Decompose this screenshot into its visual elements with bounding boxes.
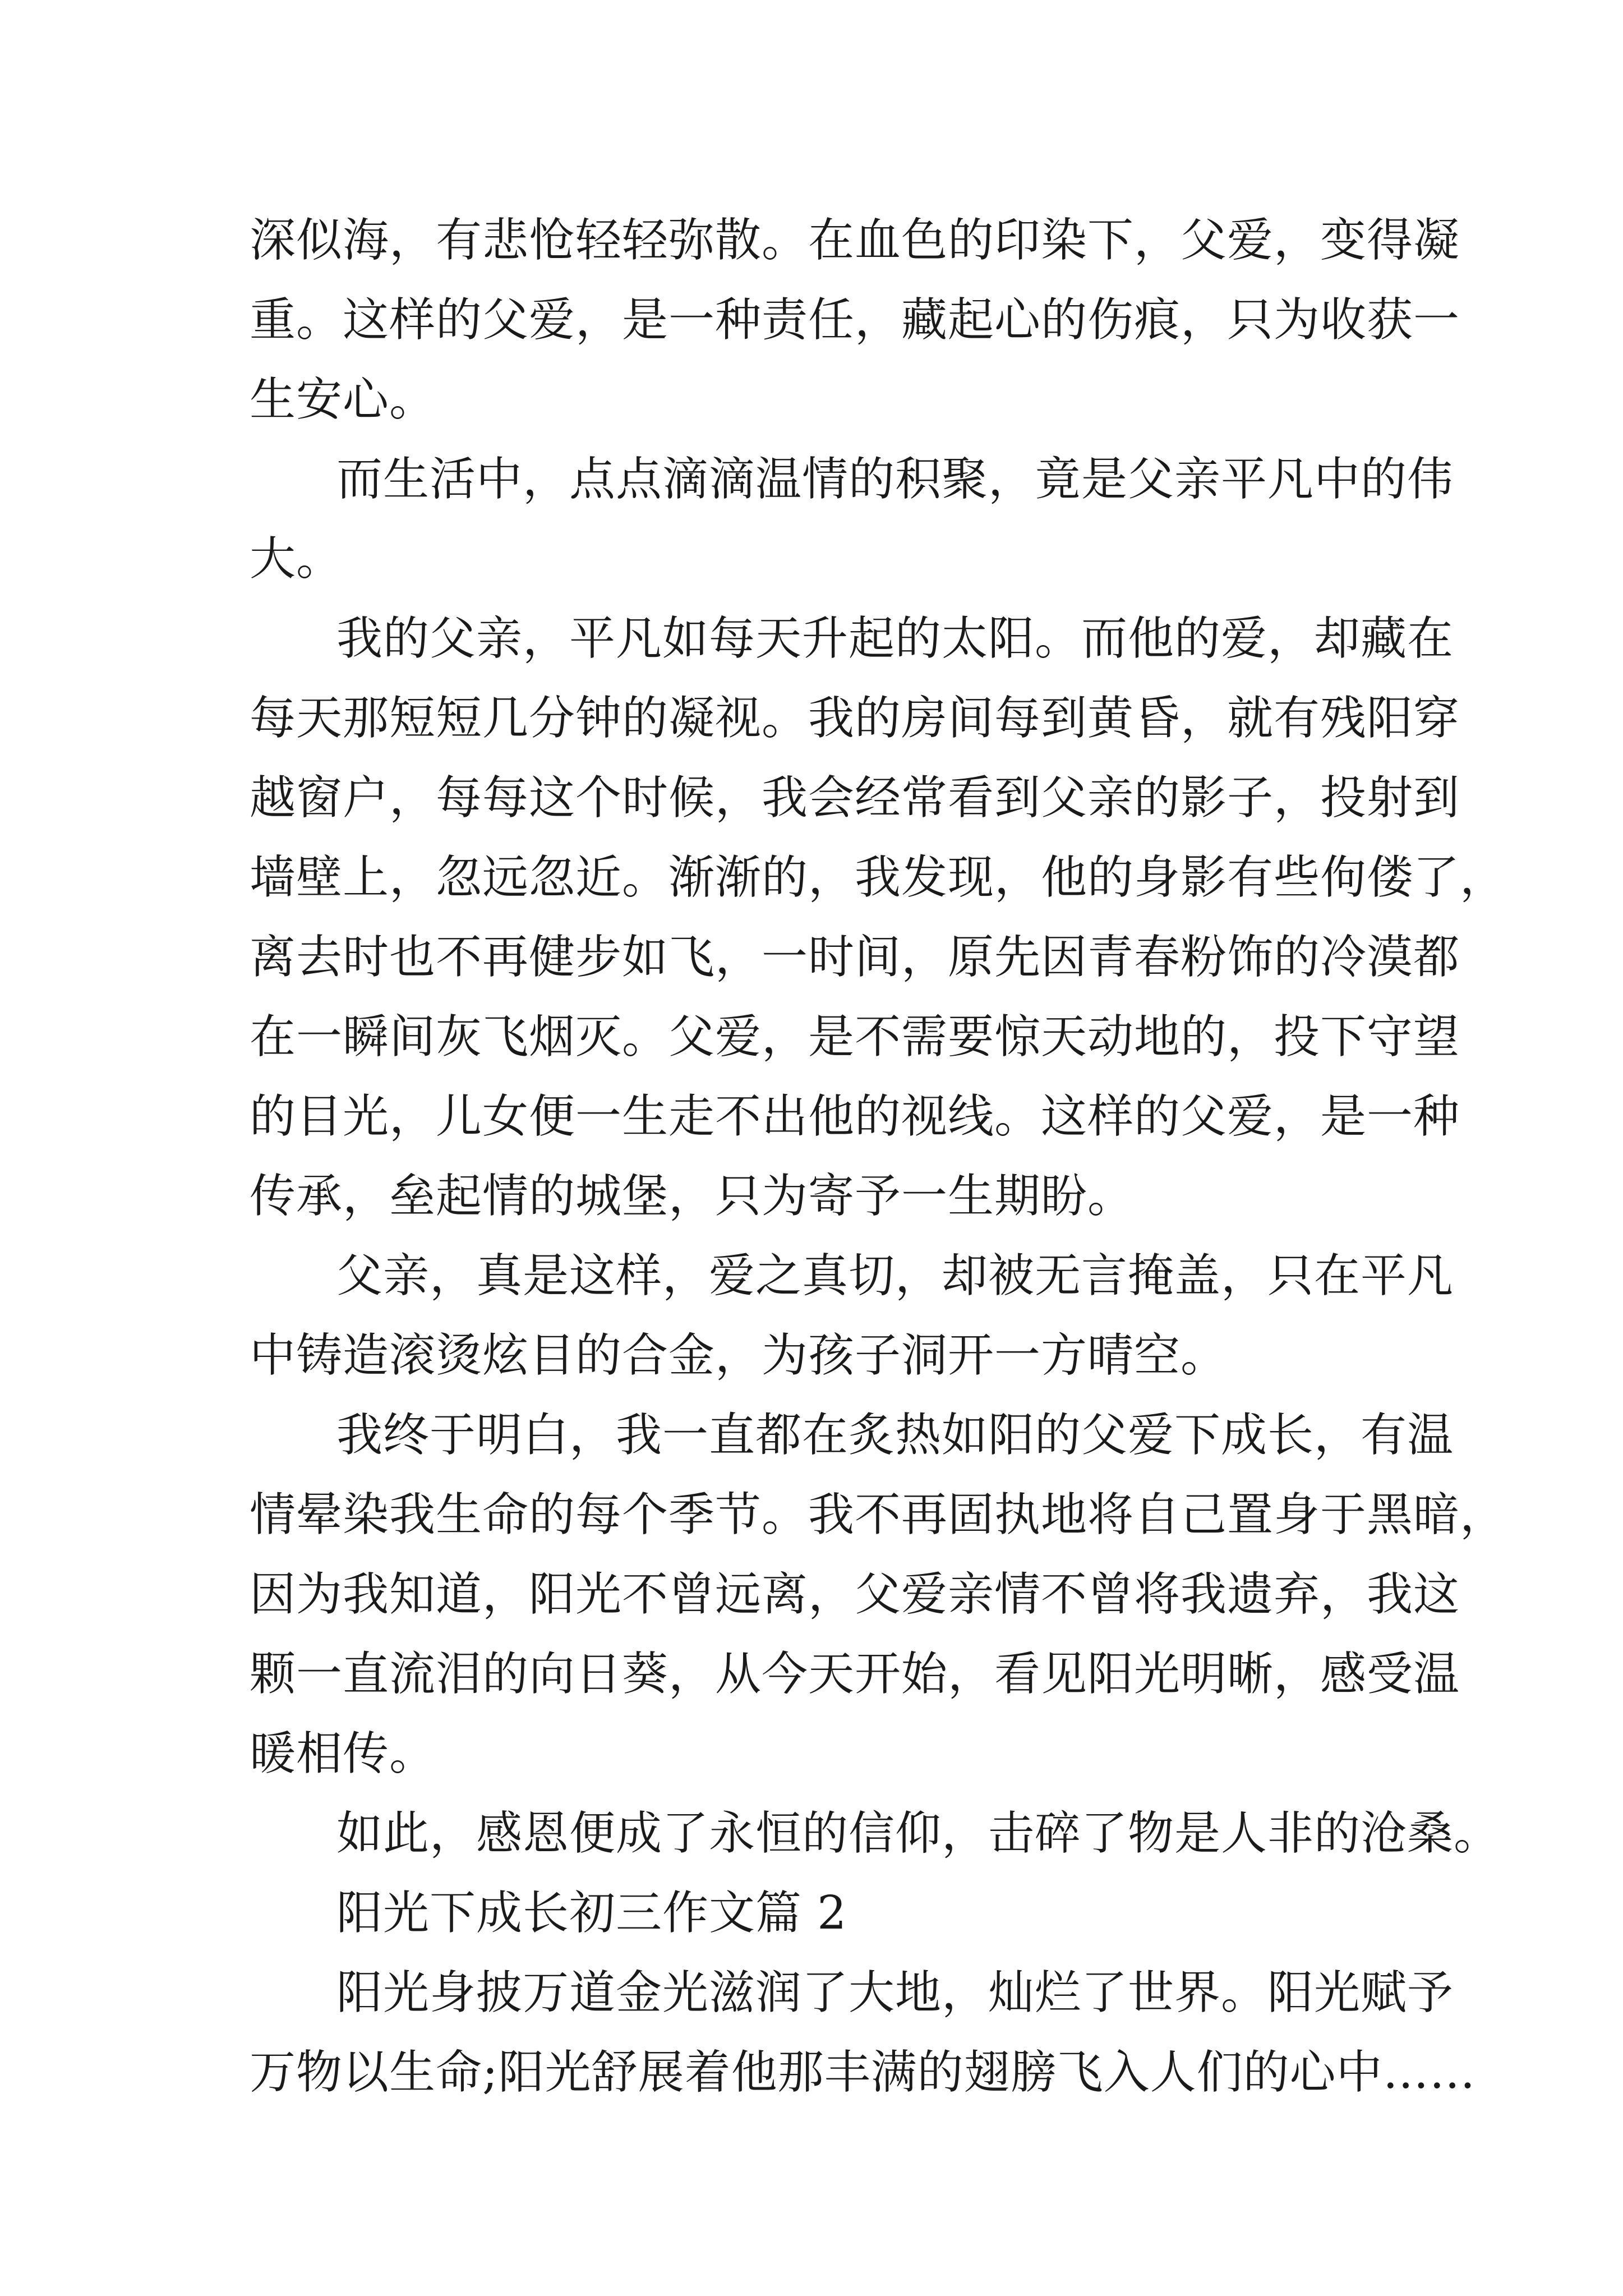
paragraph-first-line: 我的父亲，平凡如每天升起的太阳。而他的爱，却藏在 <box>336 612 1454 665</box>
text-line: 离去时也不再健步如飞，一时间，原先因青春粉饰的冷漠都 <box>250 931 1460 984</box>
text-line: 情晕染我生命的每个季节。我不再固执地将自己置身于黑暗， <box>250 1488 1507 1542</box>
text-line: 墙壁上，忽远忽近。渐渐的，我发现，他的身影有些佝偻了， <box>250 851 1507 904</box>
text-line: 越窗户，每每这个时候，我会经常看到父亲的影子，投射到 <box>250 771 1460 825</box>
text-line: 每天那短短几分钟的凝视。我的房间每到黄昏，就有残阳穿 <box>250 692 1460 745</box>
text-line: 颗一直流泪的向日葵，从今天开始，看见阳光明晰，感受温 <box>250 1648 1460 1701</box>
paragraph-first-line: 而生活中，点点滴滴温情的积聚，竟是父亲平凡中的伟 <box>336 453 1454 506</box>
text-line: 的目光，儿女便一生走不出他的视线。这样的父爱，是一种 <box>250 1090 1460 1143</box>
text-line: 在一瞬间灰飞烟灭。父爱，是不需要惊天动地的，投下守望 <box>250 1010 1460 1064</box>
paragraph-first-line: 阳光身披万道金光滋润了大地，灿烂了世界。阳光赋予 <box>336 1966 1454 2019</box>
text-line: 深似海，有悲怆轻轻弥散。在血色的印染下，父爱，变得凝 <box>250 214 1460 267</box>
text-line: 万物以生命;阳光舒展着他那丰满的翅膀飞入人们的心中…… <box>250 2046 1476 2099</box>
paragraph-first-line: 父亲，真是这样，爱之真切，却被无言掩盖，只在平凡 <box>336 1249 1454 1303</box>
text-line: 大。 <box>250 532 343 586</box>
text-line: 生安心。 <box>250 373 436 426</box>
text-line: 传承，垒起情的城堡，只为寄予一生期盼。 <box>250 1170 1135 1223</box>
text-line: 重。这样的父爱，是一种责任，藏起心的伤痕，只为收获一 <box>250 293 1460 347</box>
paragraph-first-line: 如此，感恩便成了永恒的信仰，击碎了物是人非的沧桑。 <box>336 1807 1501 1860</box>
text-line: 暖相传。 <box>250 1727 436 1780</box>
text-line: 因为我知道，阳光不曾远离，父爱亲情不曾将我遗弃，我这 <box>250 1568 1460 1621</box>
section-heading: 阳光下成长初三作文篇 2 <box>336 1887 847 1940</box>
document-body <box>250 201 1507 2113</box>
text-line: 中铸造滚烫炫目的合金，为孩子洞开一方晴空。 <box>250 1329 1228 1382</box>
paragraph-first-line: 我终于明白，我一直都在炙热如阳的父爱下成长，有温 <box>336 1409 1454 1462</box>
